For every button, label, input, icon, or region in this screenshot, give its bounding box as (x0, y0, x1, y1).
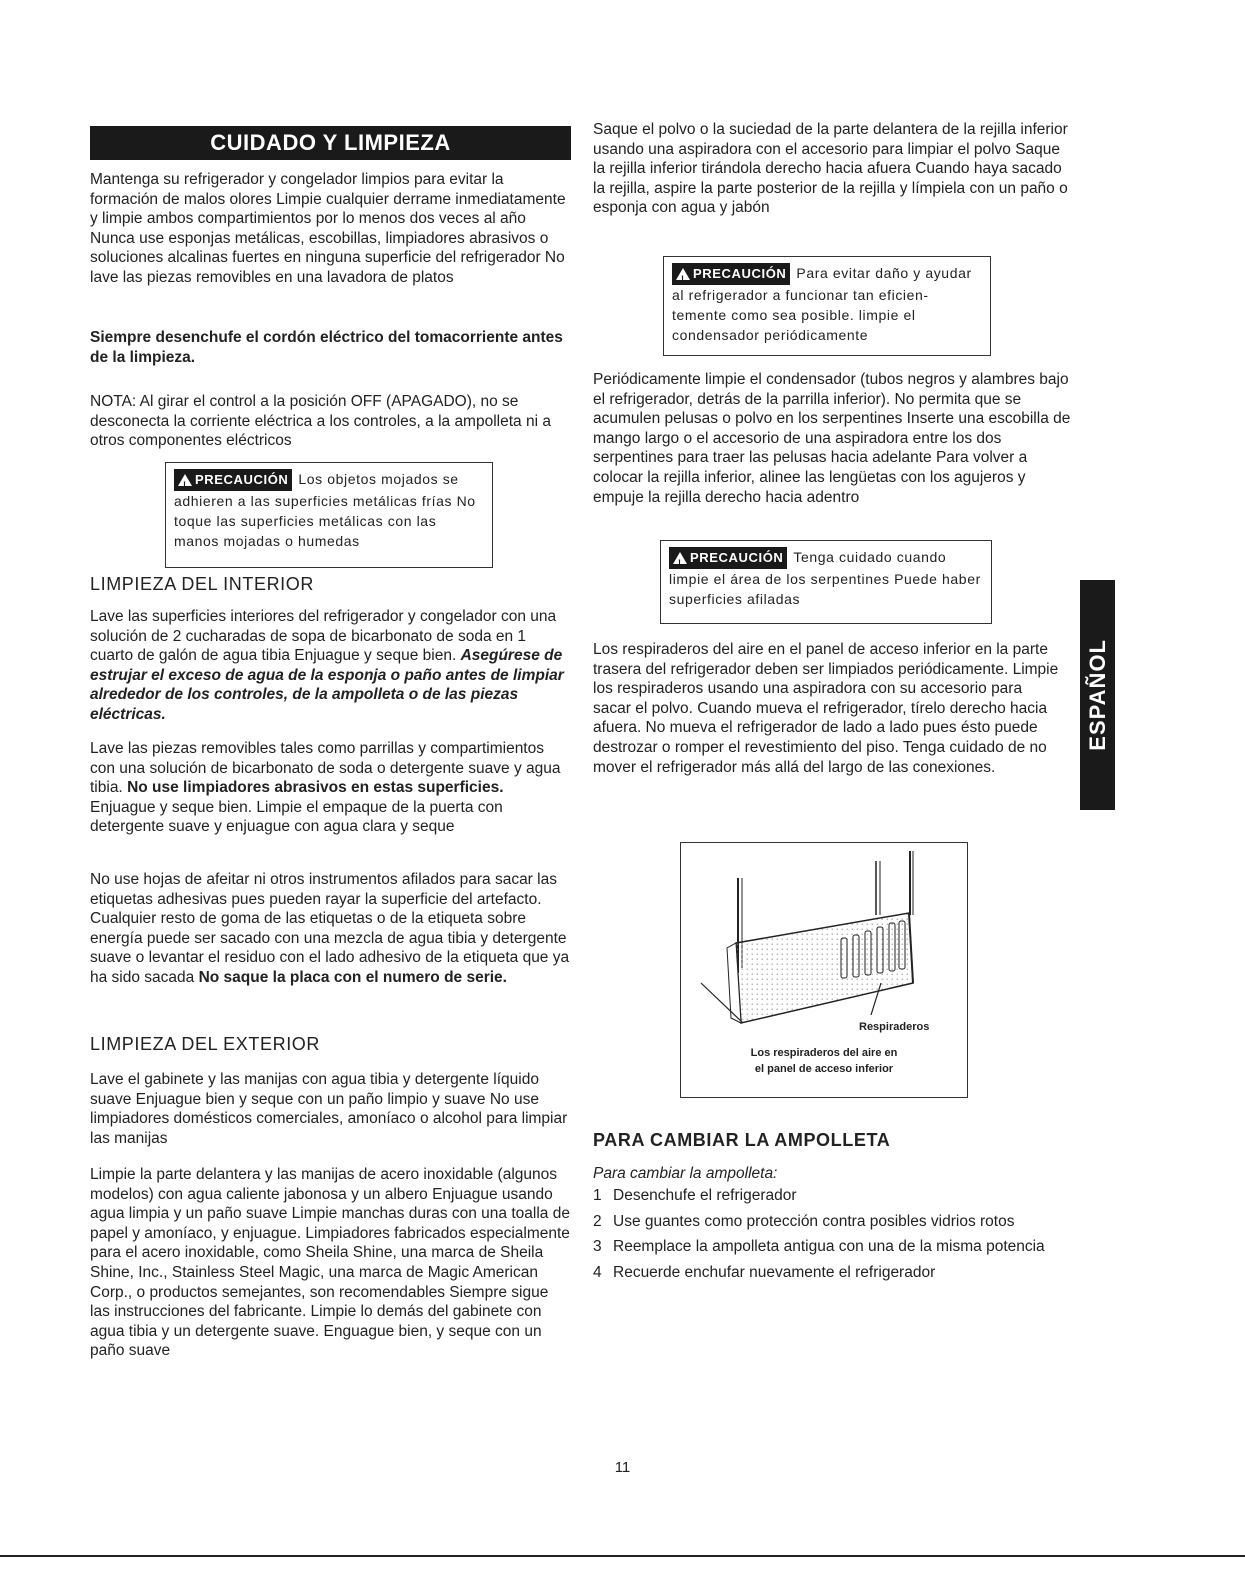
language-tab-label: ESPAÑOL (1084, 639, 1110, 751)
caution-text: Para evitar daño y ayudar al refrigerador a funcionar tan eficien-temente como sea posible. limpie el condensador periódicamente (672, 265, 972, 344)
list-item: 3 Reemplace la ampolleta antigua con una de la misma potencia (593, 1238, 1045, 1256)
caution-box-condenser (663, 256, 991, 356)
caution-box-wet-objects (165, 462, 493, 568)
caution-badge: ! PRECAUCIÓN (672, 263, 790, 285)
grille-paragraph: Saque el polvo o la suciedad de la parte delantera de la rejilla inferior usando una aspiradora con el accesorio para limpiar el polvo Saque la rejilla inferior tirándola derecho hacia afuera Cuando haya sacado la rejilla, aspire la parte posterior de la rejilla y límpiela con un paño o esponja con agua y jabón (593, 121, 1068, 217)
page-number: 11 (614, 1459, 631, 1476)
list-item: 4 Recuerde enchufar nuevamente el refrigerador (593, 1263, 936, 1281)
vents-paragraph: Los respiraderos del aire en el panel de acceso inferior en la parte trasera del refrigerador deben ser limpiados periódicamente. Limpie los respiraderos usando una aspiradora con su accesorio para sacar el polvo. Cuando mueva el refrigerador, tírelo derecho hacia afuera. No mueva el refrigerador de lado a lado pues ésto puede destrozar o romper el revestimiento del piso. Tenga cuidado de no mover el refrigerador más allá del largo de las conexiones. (593, 641, 1059, 776)
warning-triangle-icon (676, 268, 690, 280)
note-label: NOTA: (90, 393, 137, 410)
note-text: Al girar el control a la posición OFF (APAGADO), no se desconecta la corriente eléctrica a los controles, a la ampolleta ni a otros componentes eléctricos (90, 393, 551, 450)
exterior-paragraph-2: Limpie la parte delantera y las manijas de acero inoxidable (algunos modelos) con agua caliente jabonosa y un albero Enjuague usando agua limpia y un paño suave Limpie manchas duras con una toalla de papel y amoníaco, y enjuague. Limpiadores fabricados especialmente para el acero inoxidable, como Sheila Shine, una marca de Sheila Shine, Inc., Stainless Steel Magic, una marca de Magic American Corp., o productos semejantes, son recomendables Siempre sigue las instrucciones del fabricante. Limpie lo demás del gabinete con agua tibia y un detergente suave. Enguague bien, y seque con un paño suave (90, 1166, 570, 1360)
exterior-heading: LIMPIEZA DEL EXTERIOR (90, 1034, 320, 1054)
interior-heading: LIMPIEZA DEL INTERIOR (90, 574, 314, 594)
section-title: CUIDADO Y LIMPIEZA (210, 130, 451, 155)
list-item: 1 Desenchufe el refrigerador (593, 1187, 797, 1204)
list-item: 2 Use guantes como protección contra posibles vidrios rotos (593, 1212, 1015, 1230)
caution-badge: ! PRECAUCIÓN (174, 469, 292, 491)
section-banner (90, 126, 571, 160)
note-paragraph (90, 392, 570, 451)
figure-caption-line-2: el panel de acceso inferior (754, 1063, 894, 1075)
interior-emphasis: Asegúrese de estrujar el exceso de agua de la esponja o paño antes de limpiar alrededor de los controles, de la ampolleta o de las piezas eléctricas. (90, 647, 564, 723)
caution-text: Tenga cuidado cuando limpie el área de los serpentines Puede haber superficies afiladas (669, 549, 981, 608)
bulb-steps-list (593, 1186, 1053, 1282)
access-panel-illustration (681, 843, 967, 1033)
bulb-heading: PARA CAMBIAR LA AMPOLLETA (593, 1130, 891, 1150)
caution-text: Los objetos mojados se adhieren a las superficies metálicas frías No toque las superficies metálicas con las manos mojadas o humedas (174, 471, 476, 550)
footer-divider (0, 1555, 1245, 1557)
warning-triangle-icon (178, 474, 192, 486)
figure-caption-line-1: Los respiraderos del aire en (750, 1047, 898, 1059)
intro-paragraph: Mantenga su refrigerador y congelador limpios para evitar la formación de malos olores Limpie cualquier derrame inmediatamente y limpie ambos compartimientos por lo menos dos veces al año Nunca use esponjas metálicas, escobillas, limpiadores abrasivos o soluciones alcalinas fuertes en ninguna superficie del refrigerador No lave las piezas removibles en una lavadora de platos (90, 171, 566, 286)
interior-paragraph-3: No use hojas de afeitar ni otros instrumentos afilados para sacar las etiquetas adhesivas pues pueden rayar la superficie del artefacto. Cualquier resto de goma de las etiquetas o de la etiqueta sobre energía puede ser sacado con una mezcla de agua tibia y detergente suave o levantar el residuo con el lado adhesivo de la etiqueta que ya ha sido sacada No saque la placa con el numero de serie. (90, 871, 570, 986)
bulb-subheading: Para cambiar la ampolleta: (593, 1165, 778, 1182)
caution-box-coils (660, 540, 992, 624)
caution-badge: ! PRECAUCIÓN (669, 547, 787, 569)
unplug-warning: Siempre desenchufe el cordón eléctrico del tomacorriente antes de la limpieza. (90, 329, 563, 366)
warning-triangle-icon (673, 552, 687, 564)
vents-figure (680, 842, 968, 1098)
language-side-tab (1080, 580, 1115, 810)
vents-label: Respiraderos (859, 1021, 930, 1033)
exterior-paragraph-1: Lave el gabinete y las manijas con agua tibia y detergente líquido suave Enjuague bien y seque con un paño limpio y suave No use limpiadores domésticos comerciales, amoníaco o alcohol para limpiar las manijas (90, 1071, 568, 1147)
condenser-paragraph: Periódicamente limpie el condensador (tubos negros y alambres bajo el refrigerador, detrás de la parrilla inferior). No permita que se acumulen pelusas o polvo en los serpentines Inserte una escobilla de mango largo o el accesorio de una aspiradora entre los dos serpentines para traer las pelusas hacia adelante Para volver a colocar la rejilla inferior, alinee las lengüetas con los agujeros y empuje la rejilla derecho hacia adentro (593, 371, 1071, 506)
interior-paragraph-1: Lave las superficies interiores del refrigerador y congelador con una solución de 2 cucharadas de sopa de bicarbonato de soda en 1 cuarto de galón de agua tibia Enjuague y seque bien. Asegúrese de estrujar el exceso de agua de la esponja o paño antes de limpiar alrededor de los controles, de la ampolleta o de las piezas eléctricas. (90, 608, 564, 723)
interior-paragraph-2: Lave las piezas removibles tales como parrillas y compartimientos con una solución de bicarbonato de soda o detergente suave y agua tibia. No use limpiadores abrasivos en estas superficies. Enjuague y seque bien. Limpie el empaque de la puerta con detergente suave y enjuague con agua clara y seque (90, 740, 561, 836)
